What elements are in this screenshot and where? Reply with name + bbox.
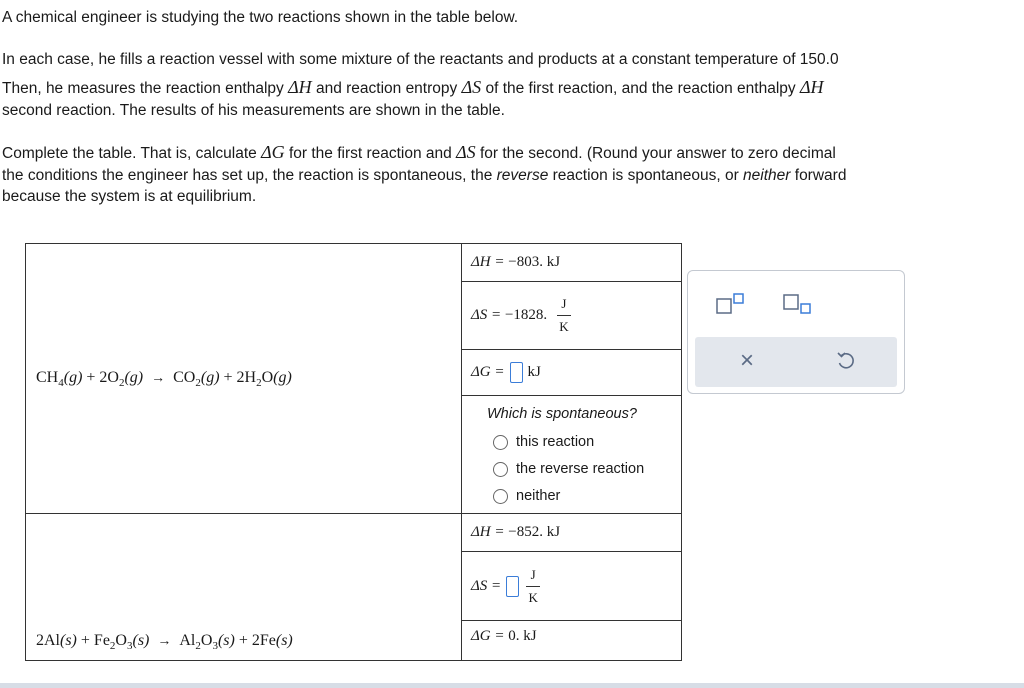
reaction-1-equation: $CH_4(g) + 2O_2(g) \to CO_2(g) + 2H_2O(g)$ [26, 244, 462, 514]
reactions-table [25, 243, 682, 661]
reaction-2-dg-value: 0. kJ [508, 628, 537, 644]
delta-s-symbol: ΔS [461, 77, 482, 97]
delta-h-symbol: ΔH [288, 77, 312, 97]
unit-j-per-k: $\frac{J}{K}$ [526, 567, 540, 606]
reaction-1-ds-cell: ΔS = −1828. $\frac{J}{K}$ [462, 282, 682, 350]
reaction-1-dh-value: −803. kJ [508, 254, 561, 270]
option-this-reaction[interactable]: this reaction [493, 434, 681, 450]
spontaneity-question: Which is spontaneous? this reaction the reverse reaction neither [462, 396, 682, 514]
toolbox-actions [695, 337, 897, 387]
reaction-arrow-icon: → [157, 634, 172, 649]
option-reverse-reaction[interactable]: the reverse reaction [493, 461, 681, 477]
reaction-1-dg-cell: ΔG = kJ [462, 350, 682, 396]
subscript-tool-icon[interactable] [782, 293, 816, 315]
bottom-scrollbar[interactable] [0, 683, 1024, 688]
reaction-1-dh-cell: ΔH = −803. kJ [462, 244, 682, 282]
answer-toolbox [687, 270, 905, 394]
unit-j-per-k: $\frac{J}{K}$ [557, 296, 571, 335]
intro-line-1: A chemical engineer is studying the two reactions shown in the table below. [2, 9, 519, 26]
reaction-arrow-icon: → [151, 370, 166, 386]
delta-h-symbol-2: ΔH [799, 77, 824, 97]
radio-reverse-reaction[interactable] [493, 462, 508, 477]
dg-answer-input[interactable] [510, 362, 523, 383]
reaction-2-dh-cell: ΔH = −852. kJ [462, 514, 682, 552]
reaction-2-ds-cell: ΔS = $\frac{J}{K}$ [462, 552, 682, 621]
clear-button[interactable] [735, 349, 759, 373]
intro-line-7: because the system is at equilibrium. [2, 188, 257, 205]
intro-line-4: second reaction. The results of his measurements are shown in the table. [2, 102, 505, 119]
radio-neither[interactable] [493, 489, 508, 504]
undo-icon[interactable] [835, 350, 857, 372]
intro-line-3: Then, he measures the reaction enthalpy ΔH and reaction entropy ΔS of the first reaction, and the reaction enthalpy ΔH [2, 77, 824, 97]
intro-paragraph-2 [2, 49, 839, 122]
intro-line-2: In each case, he fills a reaction vessel with some mixture of the reactants and products at a constant temperature of 150.0 [2, 51, 839, 68]
reaction-1-ds-value: −1828. [504, 306, 548, 323]
ds-answer-input[interactable] [506, 576, 519, 597]
option-neither[interactable]: neither [493, 488, 681, 504]
intro-line-6: the conditions the engineer has set up, the reaction is spontaneous, the reverse reaction is spontaneous, or neither forward [2, 167, 847, 184]
close-icon: × [739, 347, 754, 374]
reaction-2-dh-value: −852. kJ [508, 524, 561, 540]
reaction-2-equation: $2Al(s) + Fe_2O_3(s) \to Al_2O_3(s) + 2Fe(s)$ [26, 514, 462, 661]
superscript-tool-icon[interactable] [715, 293, 749, 315]
radio-this-reaction[interactable] [493, 435, 508, 450]
reaction-2-dg-cell: ΔG = 0. kJ [462, 621, 682, 661]
intro-paragraph-3 [2, 141, 846, 207]
intro-line-5: Complete the table. That is, calculate ΔG for the first reaction and ΔS for the second. (Round your answer to zero decimal [2, 142, 836, 162]
